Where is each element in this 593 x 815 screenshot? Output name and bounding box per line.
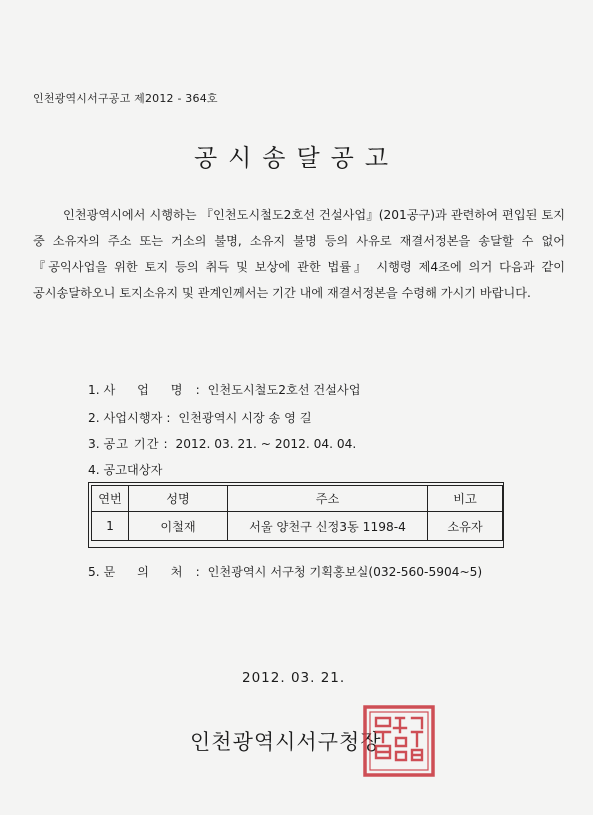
item-number: 5. [88, 565, 100, 579]
table-header-row [92, 486, 503, 512]
official-seal-icon [362, 704, 436, 778]
page-title: 공시송달공고 [193, 144, 400, 172]
item-contact: 5. 문 의 처 : 인천광역시 서구청 기획홍보실(032-560-5904~5) [88, 565, 483, 579]
targets-table [91, 485, 503, 541]
item-period: 3. 공고 기간 : 2012. 03. 21. ~ 2012. 04. 04. [88, 437, 357, 451]
notice-body: 인천광역시에서 시행하는 『인천도시철도2호선 건설사업』(201공구)과 관련하여 편입된 토지 중 소유자의 주소 또는 거소의 불명, 소유지 불명 등의 사유로 재결서정본을 송달할 수 없어 『공익사업을 위한 토지 등의 취득 및 보상에 관한 법률』 시행령 제4조에 의거 다음과 같이 공시송달하오니 토지소유지 및 관계인께서는 기간 내에 재결서정본을 수령해 가시기 바랍니다. [33, 208, 565, 300]
item-label: 공고대상자 [103, 463, 163, 477]
notice-date: 2012. 03. 21. [242, 670, 346, 686]
cell-note: 소유자 [428, 512, 503, 541]
item-number: 1. [88, 383, 100, 397]
item-value: 인천도시철도2호선 건설사업 [207, 383, 361, 397]
item-number: 3. [88, 437, 100, 451]
cell-address: 서울 양천구 신정3동 1198-4 [228, 512, 428, 541]
header-name: 성명 [129, 486, 228, 512]
issuer-name: 인천광역시서구청장 [190, 730, 382, 754]
header-seq: 연번 [92, 486, 129, 512]
item-project: 1. 사 업 명 : 인천도시철도2호선 건설사업 [88, 383, 361, 397]
item-operator: 2. 사업시행자 : 인천광역시 시장 송 영 길 [88, 411, 312, 425]
item-number: 2. [88, 411, 100, 425]
item-label: 문 의 처 [103, 565, 192, 579]
item-value: 2012. 03. 21. ~ 2012. 04. 04. [175, 437, 357, 451]
item-number: 4. [88, 463, 100, 477]
item-value: 인천광역시 서구청 기획홍보실(032-560-5904~5) [207, 565, 483, 579]
cell-name: 이철재 [129, 512, 228, 541]
notice-number: 인천광역시서구공고 제2012 - 364호 [33, 92, 218, 105]
table-row [92, 512, 503, 541]
item-targets [88, 461, 162, 478]
item-label: 사 업 명 [103, 383, 192, 397]
item-value: 인천광역시 시장 송 영 길 [178, 411, 312, 425]
header-address: 주소 [228, 486, 428, 512]
cell-seq: 1 [92, 512, 129, 541]
header-note: 비고 [428, 486, 503, 512]
item-label: 공고 기간 [103, 437, 160, 451]
item-label: 사업시행자 [103, 411, 163, 425]
